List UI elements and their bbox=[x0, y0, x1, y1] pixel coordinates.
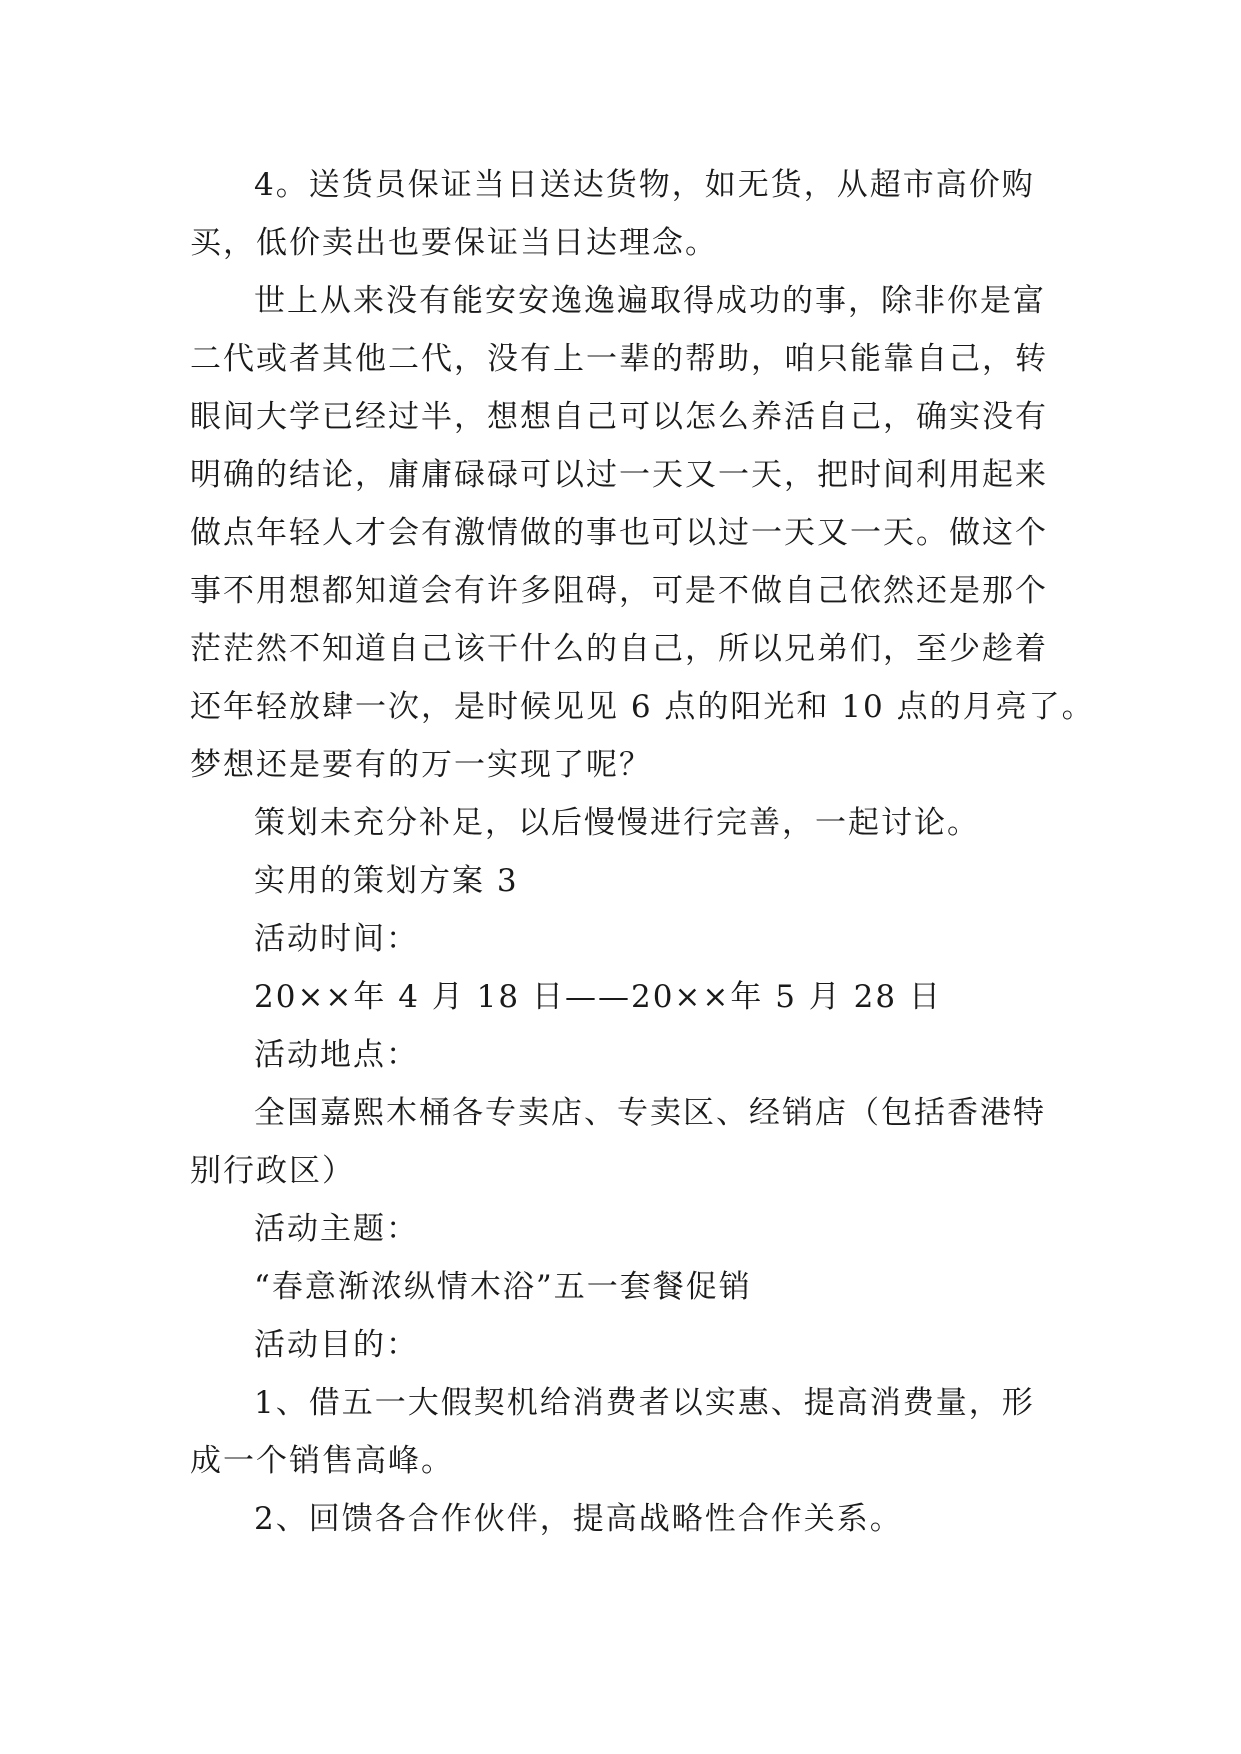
text-line: “春意渐浓纵情木浴”五一套餐促销 bbox=[254, 1269, 752, 1305]
paragraph bbox=[190, 1026, 1070, 1084]
document-body bbox=[190, 156, 1095, 1548]
text-line: 梦想还是要有的万一实现了呢？ bbox=[190, 747, 652, 783]
paragraph bbox=[190, 1374, 1070, 1490]
paragraph bbox=[190, 1084, 1070, 1200]
paragraph bbox=[190, 1490, 1070, 1548]
paragraph bbox=[190, 1258, 1070, 1316]
text-line: 2、回馈各合作伙伴，提高战略性合作关系。 bbox=[254, 1501, 903, 1537]
text-line: 世上从来没有能安安逸逸遍取得成功的事，除非你是富 bbox=[254, 283, 1046, 319]
text-line: 活动时间： bbox=[254, 921, 419, 957]
text-line: 活动地点： bbox=[254, 1037, 419, 1073]
document-page bbox=[190, 156, 1095, 1548]
text-line: 茫茫然不知道自己该干什么的自己，所以兄弟们，至少趁着 bbox=[190, 631, 1048, 667]
text-line: 策划未充分补足，以后慢慢进行完善，一起讨论。 bbox=[254, 805, 980, 841]
text-line: 买，低价卖出也要保证当日达理念。 bbox=[190, 225, 718, 261]
paragraph bbox=[190, 852, 1070, 910]
text-line: 别行政区） bbox=[190, 1153, 355, 1189]
text-line: 1、借五一大假契机给消费者以实惠、提高消费量，形 bbox=[254, 1385, 1035, 1421]
text-line: 实用的策划方案 3 bbox=[254, 863, 519, 899]
text-line: 做点年轻人才会有激情做的事也可以过一天又一天。做这个 bbox=[190, 515, 1048, 551]
text-line: 4。送货员保证当日送达货物，如无货，从超市高价购 bbox=[254, 167, 1035, 203]
text-line: 20××年 4 月 18 日——20××年 5 月 28 日 bbox=[254, 979, 942, 1015]
text-line: 成一个销售高峰。 bbox=[190, 1443, 454, 1479]
text-line: 明确的结论，庸庸碌碌可以过一天又一天，把时间利用起来 bbox=[190, 457, 1048, 493]
text-line: 眼间大学已经过半，想想自己可以怎么养活自己，确实没有 bbox=[190, 399, 1048, 435]
paragraph bbox=[190, 156, 1070, 272]
paragraph bbox=[190, 794, 1070, 852]
text-line: 活动主题： bbox=[254, 1211, 419, 1247]
text-line: 还年轻放肆一次，是时候见见 6 点的阳光和 10 点的月亮了。 bbox=[190, 689, 1095, 725]
paragraph bbox=[190, 272, 1095, 794]
text-line: 事不用想都知道会有许多阻碍，可是不做自己依然还是那个 bbox=[190, 573, 1048, 609]
paragraph bbox=[190, 910, 1070, 968]
paragraph bbox=[190, 968, 1070, 1026]
paragraph bbox=[190, 1200, 1070, 1258]
text-line: 全国嘉熙木桶各专卖店、专卖区、经销店（包括香港特 bbox=[254, 1095, 1046, 1131]
text-line: 活动目的： bbox=[254, 1327, 419, 1363]
text-line: 二代或者其他二代，没有上一辈的帮助，咱只能靠自己，转 bbox=[190, 341, 1048, 377]
paragraph bbox=[190, 1316, 1070, 1374]
